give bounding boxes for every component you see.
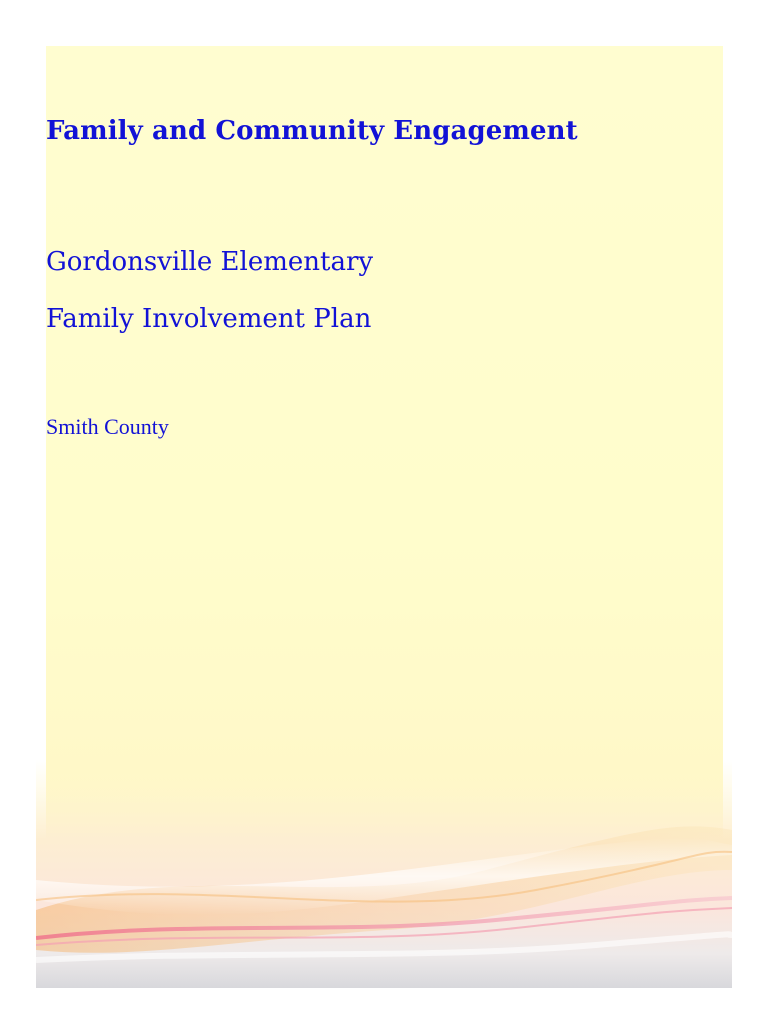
- decorative-wave-band: [36, 760, 732, 988]
- cover-background-panel: [46, 46, 723, 864]
- county-name: Smith County: [46, 414, 169, 439]
- document-title: Family and Community Engagement: [46, 116, 578, 146]
- school-name: Gordonsville Elementary: [46, 247, 374, 277]
- plan-name: Family Involvement Plan: [46, 304, 372, 334]
